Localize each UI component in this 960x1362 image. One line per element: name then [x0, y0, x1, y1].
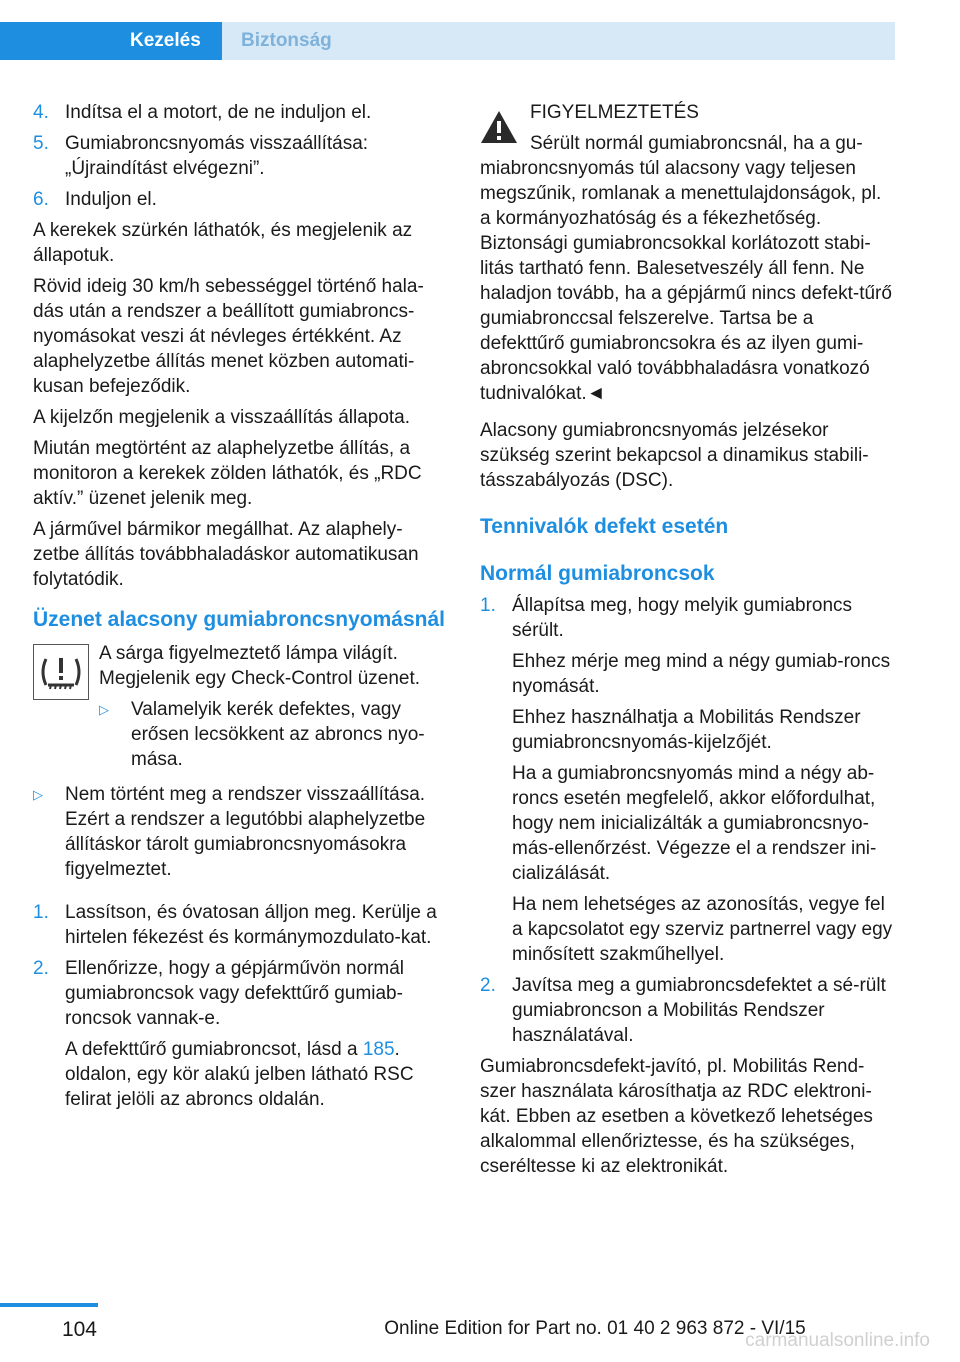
step-text: Induljon el.	[65, 189, 157, 210]
warning-lamp-row	[33, 641, 445, 778]
watermark: carmanualsonline.info	[745, 1330, 930, 1351]
step-text: Állapítsa meg, hogy melyik gumiabroncs sérült.	[512, 595, 853, 641]
tab-kezeles[interactable]: Kezelés	[0, 22, 222, 60]
paragraph: Gumiabroncsdefekt-javító, pl. Mobilitás Rend-szer használata károsíthatja az RDC elektroni-kát. Ebben az esetben a következő lehetséges alkalommal ellenőriztesse, és ha szükséges, cseréltesse ki az elektronikát.	[480, 1056, 873, 1177]
step-text: Indítsa el a motort, de ne induljon el.	[65, 102, 372, 123]
warning-title: FIGYELMEZTETÉS	[530, 102, 699, 123]
list-item	[33, 956, 445, 1031]
list-item	[480, 593, 895, 643]
step-subparagraph: Ha a gumiabroncsnyomás mind a négy ab-roncs esetén megfelelő, akkor előfordulhat, hogy nem inicializálták a gumiabroncsnyo-más-ellenőrzést. Végezze el a rendszer ini-cializálását.	[512, 763, 877, 884]
step-subparagraph: Ha nem lehetséges az azonosítás, vegye fel a kapcsolatot egy szerviz partnerrel vagy egy minősített szakműhellyel.	[512, 894, 893, 965]
page-link[interactable]: 185	[362, 1039, 395, 1060]
bullet-text: Nem történt meg a rendszer visszaállítása. Ezért a rendszer a legutóbbi alaphelyzetbe állításkor tárolt gumiabroncsnyomásokra figyelmeztet.	[65, 784, 426, 880]
bullet-text: Valamelyik kerék defektes, vagy erősen lecsökkent az abroncs nyo-mása.	[131, 699, 425, 770]
tab-biztonsag[interactable]: Biztonság	[222, 22, 895, 60]
step-number: 5.	[33, 133, 49, 154]
step-number: 4.	[33, 102, 49, 123]
step-text: Lassítson, és óvatosan álljon meg. Kerülje a hirtelen fékezést és kormánymozdulato-kat.	[65, 902, 437, 948]
footer-divider	[0, 1303, 98, 1307]
paragraph: A sárga figyelmeztető lámpa világít. Megjelenik egy Check-Control üzenet.	[99, 643, 421, 689]
step-number: 1.	[33, 902, 49, 923]
step-text: Gumiabroncsnyomás visszaállítása: „Újraindítást elvégezni”.	[65, 133, 369, 179]
list-item	[99, 697, 445, 772]
warning-text: miabroncsnyomás túl alacsony vagy teljesen megszűnik, romlanak a menettulajdonságok, pl. a kormányozhatóság és a fékezhetőség. Biztonsági gumiabroncsokkal korlátozott stabi-litás tartható fenn. Balesetveszély áll fenn. Ne haladjon tovább, ha a gépjármű nincs defekt-tűrő gumiabronccsal felszerelve. Tartsa be a defekttűrő gumiabroncsokra és az ilyen gumi-abroncsokkal való továbbhaladásra vonatkozó tudnivalókat.◄	[480, 158, 892, 404]
step-text: Ellenőrizze, hogy a gépjárművön normál gumiabroncsok vagy defekttűrő gumiab-roncsok vannak-e.	[65, 958, 405, 1029]
list-item	[33, 131, 445, 181]
list-item	[33, 900, 445, 950]
section-heading: Tennivalók defekt esetén	[480, 515, 729, 538]
tire-pressure-warning-icon	[33, 644, 89, 700]
left-column	[33, 100, 445, 1118]
list-item	[33, 187, 445, 212]
bullet-triangle-icon: ▷	[99, 702, 109, 717]
paragraph: Rövid ideig 30 km/h sebességgel történő hala-dás után a rendszer a beállított gumiabroncs-nyomásokat veszi át névleges értékként. Az alaphelyzetbe állítás menet közben automati-kusan befejeződik.	[33, 276, 424, 397]
paragraph: A kijelzőn megjelenik a visszaállítás állapota.	[33, 407, 411, 428]
step-text: Javítsa meg a gumiabroncsdefektet a sé-rült gumiabroncson a Mobilitás Rendszer használatával.	[512, 975, 886, 1046]
step-subparagraph: Ehhez mérje meg mind a négy gumiab-roncs nyomását.	[512, 651, 891, 697]
list-item	[480, 973, 895, 1048]
step-number: 1.	[480, 595, 496, 616]
subsection-heading: Normál gumiabroncsok	[480, 562, 715, 585]
section-heading: Üzenet alacsony gumiabroncsnyomásnál	[33, 608, 445, 631]
header-tabs	[0, 22, 895, 60]
reference-text: A defekttűrő gumiabroncsot, lásd a	[65, 1039, 363, 1060]
right-column	[480, 100, 895, 1185]
warning-text-first-line: Sérült normál gumiabroncsnál, ha a gu-	[530, 133, 863, 154]
page-reference	[33, 1037, 445, 1112]
step-number: 2.	[480, 975, 496, 996]
warning-triangle-icon	[480, 100, 530, 156]
reference-text: . oldalon, egy kör alakú jelben látható RSC felirat jelöli az abroncs oldalán.	[65, 1039, 414, 1110]
warning-block	[480, 100, 895, 156]
paragraph: A kerekek szürkén láthatók, és megjelenik az állapotuk.	[33, 220, 413, 266]
step-subparagraph: Ehhez használhatja a Mobilitás Rendszer gumiabroncsnyomás-kijelzőjét.	[512, 707, 861, 753]
step-number: 6.	[33, 189, 49, 210]
list-item	[33, 100, 445, 125]
paragraph: Miután megtörtént az alaphelyzetbe állítás, a monitoron a kerekek zölden láthatók, és „RDC aktív.” üzenet jelenik meg.	[33, 438, 422, 509]
list-item	[33, 782, 445, 882]
paragraph: Alacsony gumiabroncsnyomás jelzésekor szükség szerint bekapcsol a dinamikus stabili-tásszabályozás (DSC).	[480, 420, 869, 491]
bullet-triangle-icon: ▷	[33, 787, 43, 802]
paragraph: A járművel bármikor megállhat. Az alaphely-zetbe állítás továbbhaladáskor automatikusan folytatódik.	[33, 519, 419, 590]
step-number: 2.	[33, 958, 49, 979]
page-number: 104	[61, 1318, 97, 1341]
edition-note: Online Edition for Part no. 01 40 2 963 872 - VI/15	[384, 1318, 806, 1339]
